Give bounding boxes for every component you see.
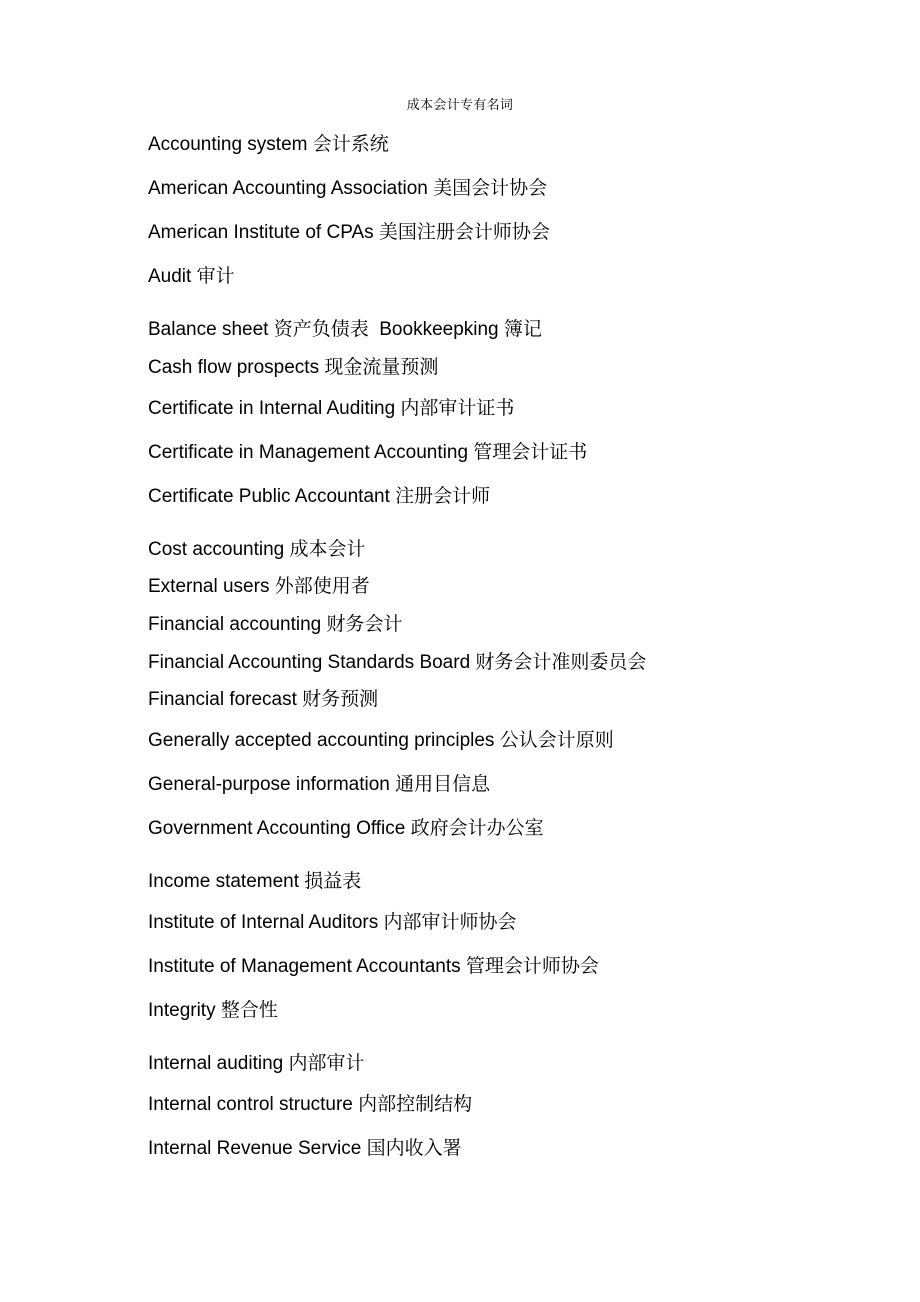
glossary-list: [148, 134, 848, 1160]
glossary-entry: [148, 818, 848, 871]
glossary-term-text: Certificate in Management Accounting 管理会计证书: [148, 442, 588, 463]
entry-spacer: [148, 893, 848, 912]
glossary-entry: [148, 689, 848, 730]
glossary-term-text: Generally accepted accounting principles 公认会计原则: [148, 730, 614, 751]
glossary-entry: [148, 1138, 848, 1160]
entry-spacer: [148, 1075, 848, 1094]
glossary-entry: [148, 912, 848, 956]
glossary-entry: [148, 1094, 848, 1138]
glossary-term-text: General-purpose information 通用目信息: [148, 774, 491, 795]
entry-spacer: [148, 288, 848, 319]
glossary-entry: [148, 357, 848, 398]
glossary-entry: [148, 178, 848, 222]
entry-spacer: [148, 796, 848, 818]
entry-spacer: [148, 1022, 848, 1053]
glossary-term-text: Government Accounting Office 政府会计办公室: [148, 818, 544, 839]
glossary-term-text: Financial Accounting Standards Board 财务会计准则委员会: [148, 652, 647, 673]
glossary-entry: [148, 576, 848, 614]
glossary-term-text: Audit 审计: [148, 266, 235, 287]
glossary-term-text: Internal control structure 内部控制结构: [148, 1094, 473, 1115]
glossary-entry: [148, 486, 848, 539]
glossary-entry: [148, 730, 848, 774]
glossary-term-text: Internal auditing 内部审计: [148, 1053, 365, 1074]
glossary-entry: [148, 266, 848, 319]
glossary-entry: [148, 614, 848, 652]
glossary-term-text: American Institute of CPAs 美国注册会计师协会: [148, 222, 550, 243]
entry-spacer: [148, 978, 848, 1000]
glossary-entry: [148, 398, 848, 442]
glossary-entry: [148, 222, 848, 266]
glossary-entry: [148, 539, 848, 576]
glossary-entry: [148, 652, 848, 689]
glossary-term-text: Cost accounting 成本会计: [148, 539, 366, 560]
glossary-term-text: Balance sheet 资产负债表 Bookkeepking 簿记: [148, 319, 542, 340]
glossary-entry: [148, 871, 848, 912]
glossary-term-text: Institute of Management Accountants 管理会计师协会: [148, 956, 599, 977]
glossary-term-text: Cash flow prospects 现金流量预测: [148, 357, 439, 378]
glossary-entry: [148, 442, 848, 486]
glossary-term-text: Institute of Internal Auditors 内部审计师协会: [148, 912, 517, 933]
document-header-title: 成本会计专有名词: [406, 97, 514, 112]
entry-spacer: [148, 561, 848, 576]
glossary-term-text: American Accounting Association 美国会计协会: [148, 178, 548, 199]
entry-spacer: [148, 934, 848, 956]
glossary-term-text: Internal Revenue Service 国内收入署: [148, 1138, 462, 1159]
glossary-entry: [148, 1000, 848, 1053]
glossary-term-text: Financial accounting 财务会计: [148, 614, 403, 635]
entry-spacer: [148, 244, 848, 266]
glossary-entry: [148, 134, 848, 178]
entry-spacer: [148, 711, 848, 730]
glossary-term-text: Certificate Public Accountant 注册会计师: [148, 486, 491, 507]
entry-spacer: [148, 508, 848, 539]
entry-spacer: [148, 1116, 848, 1138]
entry-spacer: [148, 420, 848, 442]
entry-spacer: [148, 636, 848, 652]
entry-spacer: [148, 464, 848, 486]
glossary-entry: [148, 1053, 848, 1094]
glossary-term-text: External users 外部使用者: [148, 576, 370, 597]
glossary-term-text: Integrity 整合性: [148, 1000, 278, 1021]
entry-spacer: [148, 341, 848, 357]
entry-spacer: [148, 156, 848, 178]
glossary-term-text: Accounting system 会计系统: [148, 134, 389, 155]
entry-spacer: [148, 379, 848, 398]
entry-spacer: [148, 840, 848, 871]
entry-spacer: [148, 200, 848, 222]
entry-spacer: [148, 598, 848, 614]
glossary-term-text: Financial forecast 财务预测: [148, 689, 379, 710]
glossary-entry: [148, 319, 848, 357]
entry-spacer: [148, 752, 848, 774]
entry-spacer: [148, 674, 848, 689]
glossary-entry: [148, 956, 848, 1000]
glossary-term-text: Certificate in Internal Auditing 内部审计证书: [148, 398, 515, 419]
glossary-term-text: Income statement 损益表: [148, 871, 362, 892]
glossary-entry: [148, 774, 848, 818]
